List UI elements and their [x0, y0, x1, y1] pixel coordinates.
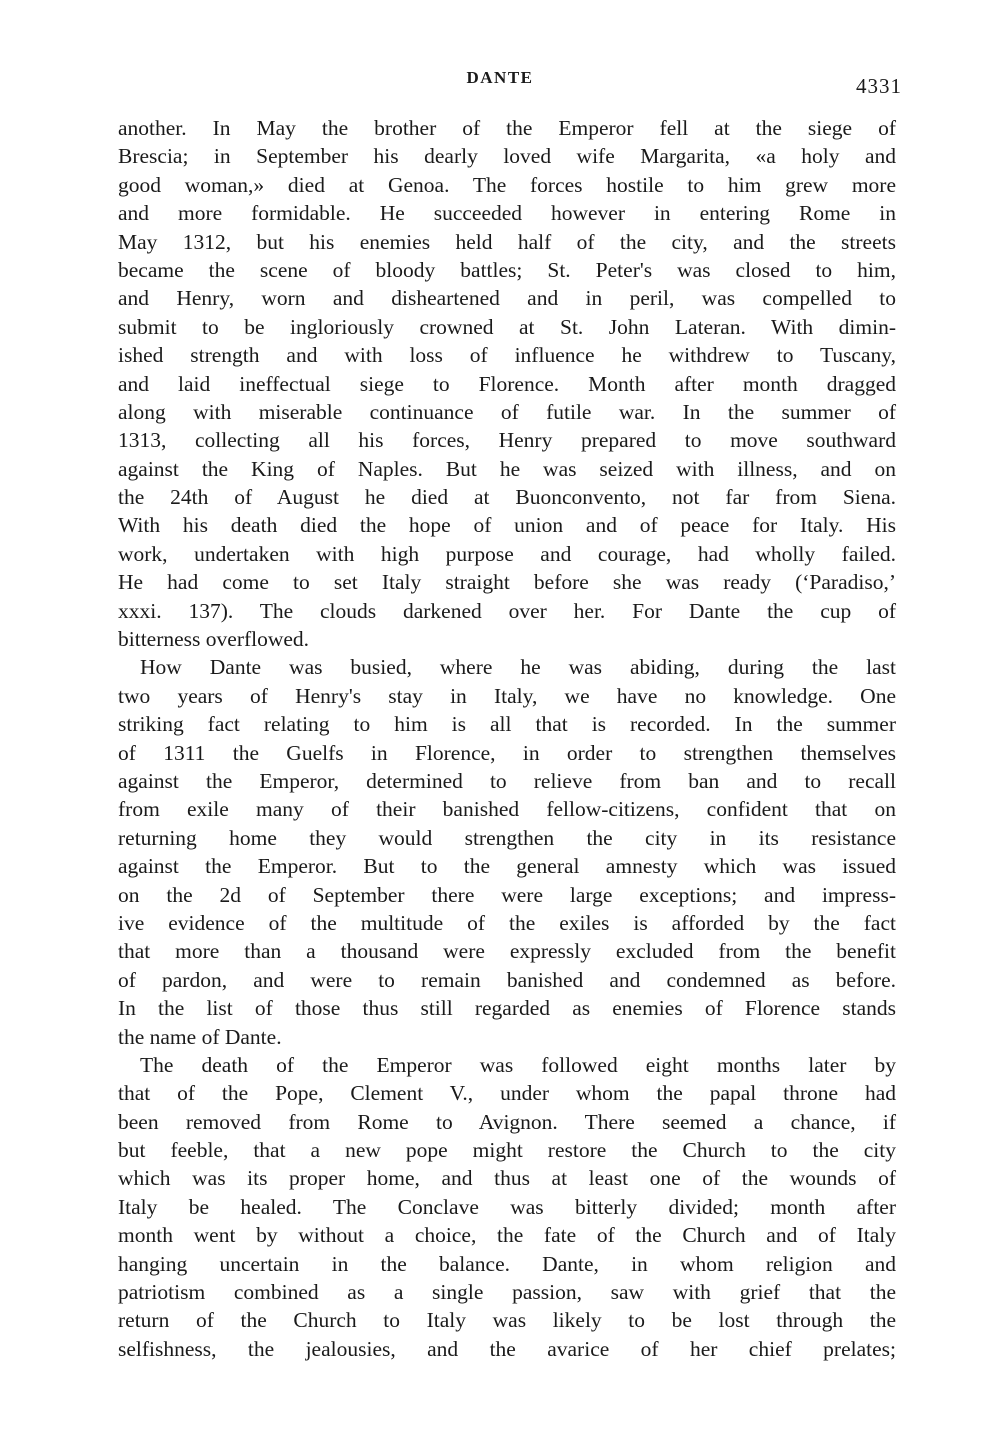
body-text — [118, 114, 896, 1363]
text-line: 1313, collecting all his forces, Henry prepared to move southward — [118, 428, 896, 453]
paragraph — [118, 653, 896, 1050]
text-line: ished strength and with loss of influence he withdrew to Tuscany, — [118, 343, 896, 368]
text-line: Italy be healed. The Conclave was bitterly divided; month after — [118, 1194, 896, 1219]
text-line: The death of the Emperor was followed eight months later by — [140, 1052, 896, 1077]
text-line: work, undertaken with high purpose and courage, had wholly failed. — [118, 541, 896, 566]
text-line: of 1311 the Guelfs in Florence, in order to strengthen themselves — [118, 740, 896, 765]
text-line: xxxi. 137). The clouds darkened over her. For Dante the cup of — [118, 598, 896, 623]
running-head: DANTE — [466, 68, 534, 87]
page-number: 4331 — [856, 74, 902, 98]
text-line: been removed from Rome to Avignon. There seemed a chance, if — [118, 1109, 896, 1134]
text-line: the name of Dante. — [118, 1024, 282, 1049]
text-line: and more formidable. He succeeded however in entering Rome in — [118, 201, 896, 226]
text-line: two years of Henry's stay in Italy, we have no knowledge. One — [118, 683, 896, 708]
text-line: and laid ineffectual siege to Florence. Month after month dragged — [118, 371, 896, 396]
text-line: from exile many of their banished fellow-citizens, confident that on — [118, 797, 896, 822]
text-line: How Dante was busied, where he was abiding, during the last — [140, 655, 896, 680]
text-line: He had come to set Italy straight before she was ready (‘Paradiso,’ — [118, 570, 896, 595]
text-line: that of the Pope, Clement V., under whom the papal throne had — [118, 1081, 896, 1106]
text-line: hanging uncertain in the balance. Dante, in whom religion and — [118, 1251, 896, 1276]
text-line: ive evidence of the multitude of the exiles is afforded by the fact — [118, 910, 896, 935]
text-line: but feeble, that a new pope might restore the Church to the city — [118, 1138, 896, 1163]
text-line: and Henry, worn and disheartened and in peril, was compelled to — [118, 286, 896, 311]
text-line: another. In May the brother of the Emperor fell at the siege of — [118, 116, 896, 140]
text-line: became the scene of bloody battles; St. Peter's was closed to him, — [118, 257, 896, 282]
text-line: submit to be ingloriously crowned at St. John Lateran. With dimin- — [118, 314, 896, 339]
text-line: against the King of Naples. But he was seized with illness, and on — [118, 456, 896, 481]
text-line: along with miserable continuance of futile war. In the summer of — [118, 399, 896, 424]
text-line: return of the Church to Italy was likely to be lost through the — [118, 1308, 896, 1333]
text-line: against the Emperor, determined to relieve from ban and to recall — [118, 768, 896, 793]
paragraph — [118, 1051, 896, 1363]
text-line: With his death died the hope of union and of peace for Italy. His — [118, 513, 896, 538]
text-line: patriotism combined as a single passion, saw with grief that the — [118, 1280, 896, 1305]
text-line: which was its proper home, and thus at least one of the wounds of — [118, 1166, 896, 1191]
text-line: In the list of those thus still regarded as enemies of Florence stands — [118, 996, 896, 1021]
text-line: May 1312, but his enemies held half of the city, and the streets — [118, 229, 896, 254]
text-line: returning home they would strengthen the city in its resistance — [118, 825, 896, 850]
text-line: on the 2d of September there were large exceptions; and impress- — [118, 882, 896, 907]
paragraph — [118, 114, 896, 653]
text-line: good woman,» died at Genoa. The forces hostile to him grew more — [118, 172, 896, 197]
text-line: month went by without a choice, the fate of the Church and of Italy — [118, 1223, 896, 1248]
text-line: striking fact relating to him is all that is recorded. In the summer — [118, 712, 896, 737]
text-line: bitterness overflowed. — [118, 627, 310, 652]
text-line: of pardon, and were to remain banished and condemned as before. — [118, 967, 896, 992]
text-line: against the Emperor. But to the general amnesty which was issued — [118, 854, 896, 879]
text-line: that more than a thousand were expressly excluded from the benefit — [118, 939, 896, 964]
text-line: Brescia; in September his dearly loved wife Margarita, «a holy and — [118, 144, 896, 169]
text-line: selfishness, the jealousies, and the avarice of her chief prelates; — [118, 1336, 896, 1361]
text-line: the 24th of August he died at Buonconvento, not far from Siena. — [118, 485, 896, 510]
